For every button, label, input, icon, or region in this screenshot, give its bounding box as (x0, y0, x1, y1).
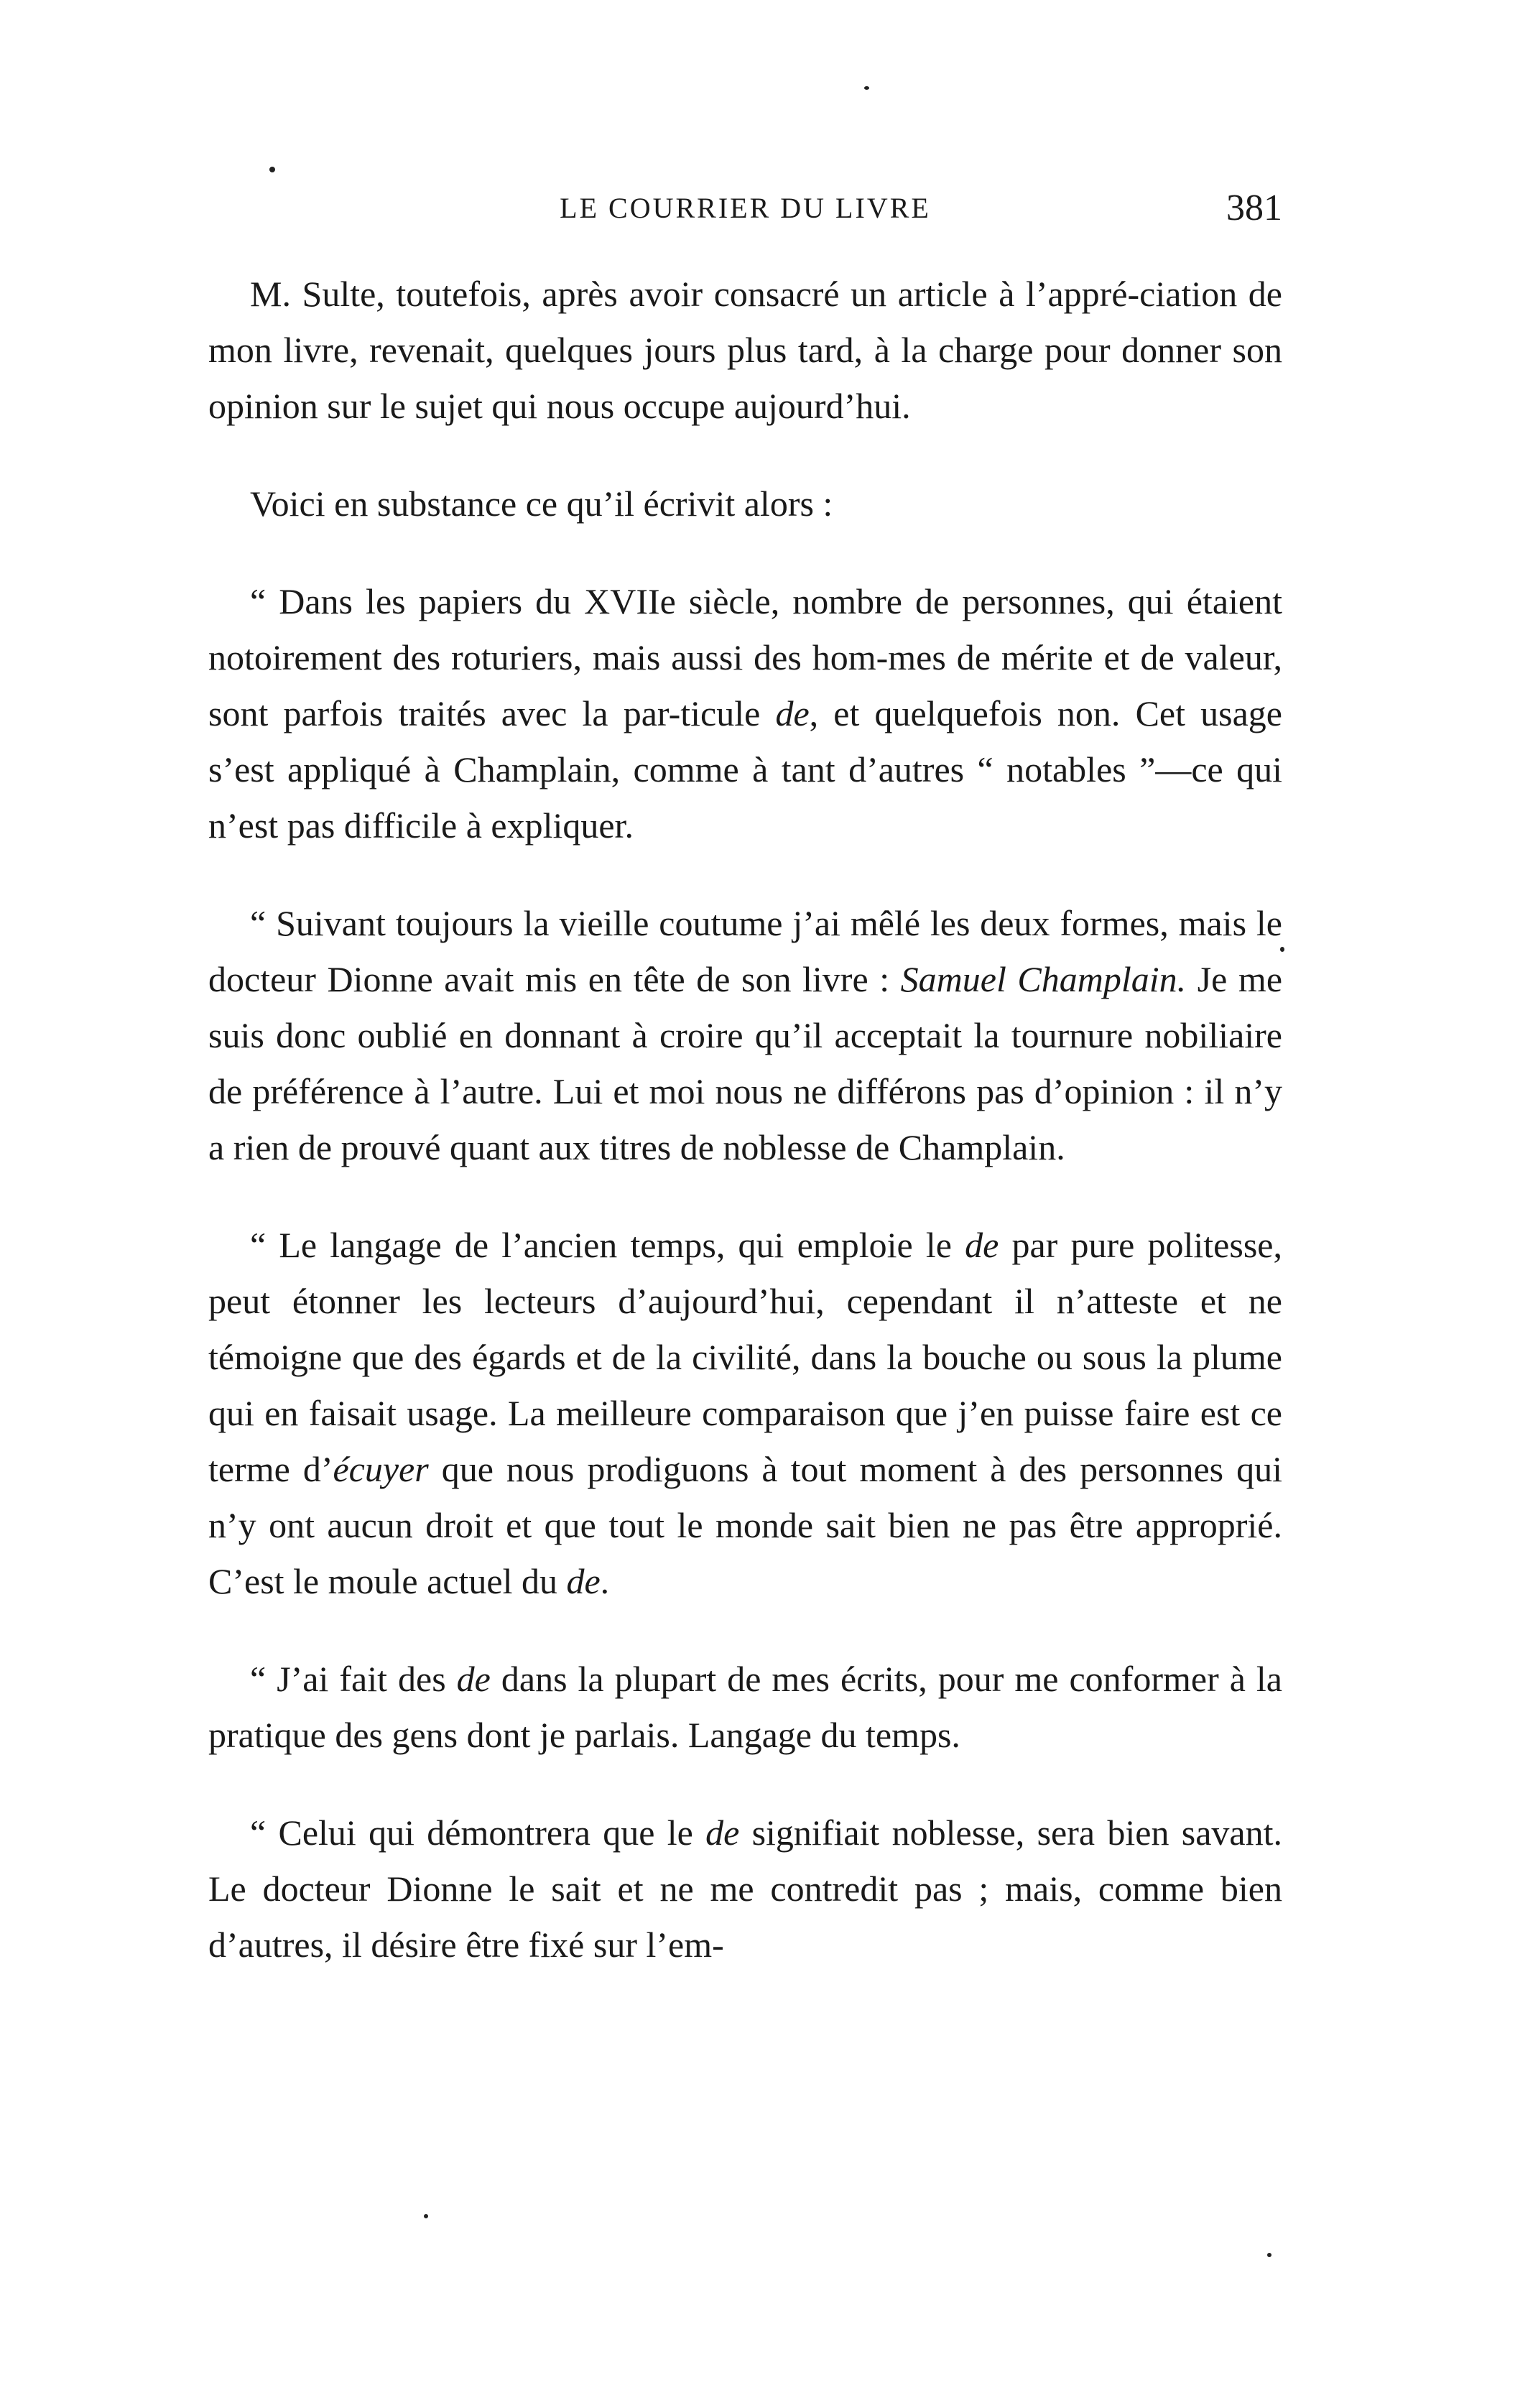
running-head (208, 183, 1282, 233)
page-number: 381 (1226, 187, 1282, 228)
italic-title: Samuel Champlain. (900, 959, 1187, 999)
scan-speck (1267, 2253, 1271, 2257)
text-run: “ Suivant toujours la vieille coutume j’ai mêlé les deux formes, mais le docteur Dionne avait mis en tête de son livre : (208, 903, 1282, 999)
text-run: Voici en substance ce qu’il écrivit alors : (250, 483, 833, 524)
text-run: M. Sulte, toutefois, après avoir consacré un article à l’appré-ciation de mon livre, revenait, quelques jours plus tard, à la charge pour donner son opinion sur le sujet qui nous occupe aujourd’hui. (208, 274, 1282, 426)
text-run: dans la plupart de mes écrits, pour me conformer à la pratique des gens dont je parlais. Langage du temps. (208, 1659, 1282, 1755)
text-run: signifiait noblesse, sera bien savant. Le docteur Dionne le sait et ne me contredit pas ; mais, comme bien d’autres, il désire être fixé sur l’em- (208, 1812, 1282, 1965)
text-run: “ Celui qui démontrera que le (250, 1812, 706, 1853)
text-run: . (600, 1561, 610, 1601)
running-title: LE COURRIER DU LIVRE (560, 192, 931, 224)
italic-term: écuyer (333, 1449, 429, 1489)
italic-term: de (566, 1561, 601, 1601)
italic-term: de (965, 1225, 999, 1265)
paragraph (208, 1651, 1282, 1763)
italic-term: de (456, 1659, 491, 1699)
paragraph (208, 1805, 1282, 1973)
scan-speck (1280, 947, 1284, 952)
text-run: par pure politesse, peut étonner les lecteurs d’aujourd’hui, cependant il n’atteste et ne témoigne que des égards et de la civilité, dans la bouche ou sous la plume qui en faisait usage. La meilleure comparaison que j’en puisse faire est ce terme d’ (208, 1225, 1282, 1489)
text-run: “ Dans les papiers du XVIIe siècle, nombre de personnes, qui étaient notoirement des roturiers, mais aussi des hom-mes de mérite et de valeur, sont parfois traités avec la par-ticule (208, 581, 1282, 733)
scan-speck (269, 167, 275, 172)
text-run: “ J’ai fait des (250, 1659, 457, 1699)
paragraph (208, 573, 1282, 853)
text-run: , et quelquefois non. Cet usage s’est appliqué à Champlain, comme à tant d’autres “ notables ”—ce qui n’est pas difficile à expliquer. (208, 693, 1282, 846)
paragraph (208, 895, 1282, 1175)
text-run: que nous prodiguons à tout moment à des personnes qui n’y ont aucun droit et que tout le monde sait bien ne pas être approprié. C’est le moule actuel du (208, 1449, 1282, 1601)
paragraph (208, 1217, 1282, 1609)
italic-term: de (705, 1812, 740, 1853)
text-run: “ Le langage de l’ancien temps, qui emploie le (250, 1225, 965, 1265)
body-text (208, 266, 1282, 2014)
text-run: Je me suis donc oublié en donnant à croire qu’il acceptait la tournure nobiliaire de préférence à l’autre. Lui et moi nous ne différons pas d’opinion : il n’y a rien de prouvé quant aux titres de noblesse de Champlain. (208, 959, 1283, 1167)
scan-speck (424, 2214, 428, 2218)
scan-speck (864, 86, 869, 90)
paragraph (208, 476, 1282, 532)
italic-term: de (775, 693, 810, 733)
paragraph (208, 266, 1282, 434)
